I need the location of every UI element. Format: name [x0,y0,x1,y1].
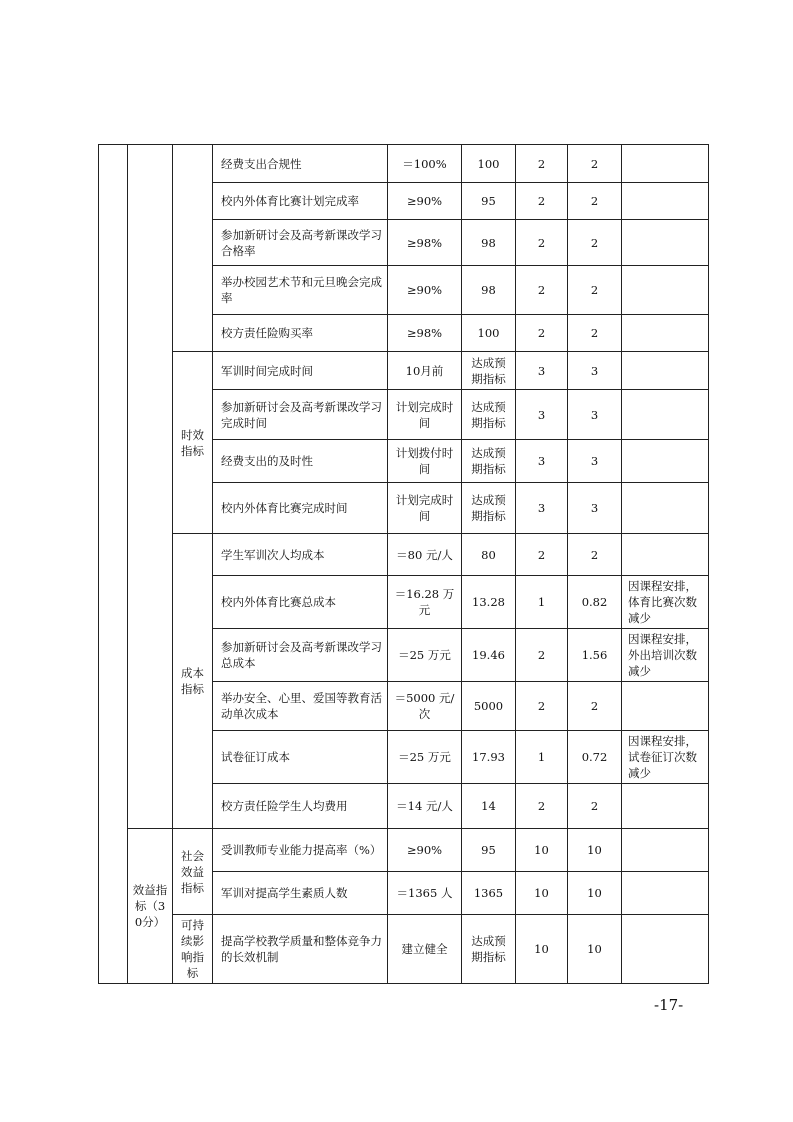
target-value: 计划完成时间 [388,483,462,534]
actual-value: 17.93 [462,731,516,784]
indicator-name: 校方责任险学生人均费用 [213,784,388,829]
indicator-name: 提高学校教学质量和整体竞争力的长效机制 [213,915,388,984]
level3-cell-quality [173,145,213,352]
weight-value: 3 [516,440,568,483]
score-value: 0.82 [568,576,622,629]
score-value: 2 [568,220,622,266]
weight-value: 10 [516,915,568,984]
weight-value: 10 [516,829,568,872]
note-cell [622,682,709,731]
section-social-label: 社会效益指标 [173,829,213,915]
actual-value: 5000 [462,682,516,731]
weight-value: 1 [516,576,568,629]
note-cell [622,483,709,534]
note-cell [622,183,709,220]
weight-value: 2 [516,266,568,315]
table-row [99,829,709,872]
actual-value: 达成预期指标 [462,352,516,390]
score-value: 3 [568,483,622,534]
performance-indicator-table [98,144,709,984]
target-value: ≥90% [388,829,462,872]
note-cell [622,784,709,829]
score-value: 2 [568,145,622,183]
score-value: 2 [568,315,622,352]
note-cell [622,352,709,390]
weight-value: 2 [516,145,568,183]
weight-value: 3 [516,483,568,534]
target-value: ＝100% [388,145,462,183]
target-value: ＝16.28 万元 [388,576,462,629]
score-value: 0.72 [568,731,622,784]
weight-value: 3 [516,352,568,390]
score-value: 2 [568,682,622,731]
target-value: ＝1365 人 [388,872,462,915]
target-value: ＝5000 元/次 [388,682,462,731]
indicator-name: 参加新研讨会及高考新课改学习合格率 [213,220,388,266]
score-value: 10 [568,829,622,872]
note-cell [622,145,709,183]
actual-value: 13.28 [462,576,516,629]
actual-value: 98 [462,266,516,315]
indicator-name: 参加新研讨会及高考新课改学习总成本 [213,629,388,682]
actual-value: 100 [462,315,516,352]
target-value: ＝25 万元 [388,731,462,784]
actual-value: 达成预期指标 [462,483,516,534]
target-value: ≥90% [388,266,462,315]
note-cell [622,829,709,872]
score-value: 3 [568,440,622,483]
actual-value: 达成预期指标 [462,390,516,440]
score-value: 3 [568,352,622,390]
actual-value: 98 [462,220,516,266]
note-cell [622,266,709,315]
note-cell [622,440,709,483]
target-value: 10月前 [388,352,462,390]
actual-value: 80 [462,534,516,576]
actual-value: 1365 [462,872,516,915]
indicator-name: 经费支出合规性 [213,145,388,183]
note-cell [622,220,709,266]
indicator-name: 经费支出的及时性 [213,440,388,483]
actual-value: 95 [462,183,516,220]
indicator-name: 试卷征订成本 [213,731,388,784]
indicator-name: 校方责任险购买率 [213,315,388,352]
indicator-name: 军训时间完成时间 [213,352,388,390]
level1-cell [99,145,128,984]
note-cell: 因课程安排，外出培训次数减少 [622,629,709,682]
indicator-name: 校内外体育比赛完成时间 [213,483,388,534]
actual-value: 达成预期指标 [462,915,516,984]
actual-value: 95 [462,829,516,872]
note-cell [622,534,709,576]
section-timeliness-label: 时效指标 [173,352,213,534]
section-cost-label: 成本指标 [173,534,213,829]
indicator-name: 校内外体育比赛总成本 [213,576,388,629]
score-value: 10 [568,872,622,915]
score-value: 10 [568,915,622,984]
weight-value: 2 [516,682,568,731]
indicator-name: 学生军训次人均成本 [213,534,388,576]
score-value: 1.56 [568,629,622,682]
indicator-name: 校内外体育比赛计划完成率 [213,183,388,220]
indicator-name: 举办校园艺术节和元旦晚会完成率 [213,266,388,315]
weight-value: 2 [516,629,568,682]
page-number: -17- [654,996,684,1014]
actual-value: 19.46 [462,629,516,682]
weight-value: 2 [516,220,568,266]
score-value: 3 [568,390,622,440]
indicator-name: 受训教师专业能力提高率（%） [213,829,388,872]
note-cell: 因课程安排，试卷征订次数减少 [622,731,709,784]
section-benefit-label: 效益指标（30分） [128,829,173,984]
table-row [99,915,709,984]
weight-value: 2 [516,534,568,576]
target-value: ≥90% [388,183,462,220]
note-cell [622,390,709,440]
weight-value: 2 [516,183,568,220]
score-value: 2 [568,534,622,576]
score-value: 2 [568,784,622,829]
target-value: 计划完成时间 [388,390,462,440]
section-sustainable-label: 可持续影响指标 [173,915,213,984]
actual-value: 14 [462,784,516,829]
weight-value: 2 [516,784,568,829]
table-row [99,534,709,576]
indicator-name: 参加新研讨会及高考新课改学习完成时间 [213,390,388,440]
target-value: 计划拨付时间 [388,440,462,483]
note-cell [622,315,709,352]
indicator-name: 军训对提高学生素质人数 [213,872,388,915]
weight-value: 1 [516,731,568,784]
note-cell: 因课程安排，体育比赛次数减少 [622,576,709,629]
score-value: 2 [568,183,622,220]
actual-value: 100 [462,145,516,183]
note-cell [622,915,709,984]
target-value: 建立健全 [388,915,462,984]
weight-value: 10 [516,872,568,915]
score-value: 2 [568,266,622,315]
level2-cell-output [128,145,173,829]
target-value: ≥98% [388,220,462,266]
weight-value: 2 [516,315,568,352]
target-value: ＝25 万元 [388,629,462,682]
table-row [99,352,709,390]
actual-value: 达成预期指标 [462,440,516,483]
target-value: ＝14 元/人 [388,784,462,829]
weight-value: 3 [516,390,568,440]
target-value: ＝80 元/人 [388,534,462,576]
indicator-name: 举办安全、心里、爱国等教育活动单次成本 [213,682,388,731]
target-value: ≥98% [388,315,462,352]
table-row [99,145,709,183]
note-cell [622,872,709,915]
